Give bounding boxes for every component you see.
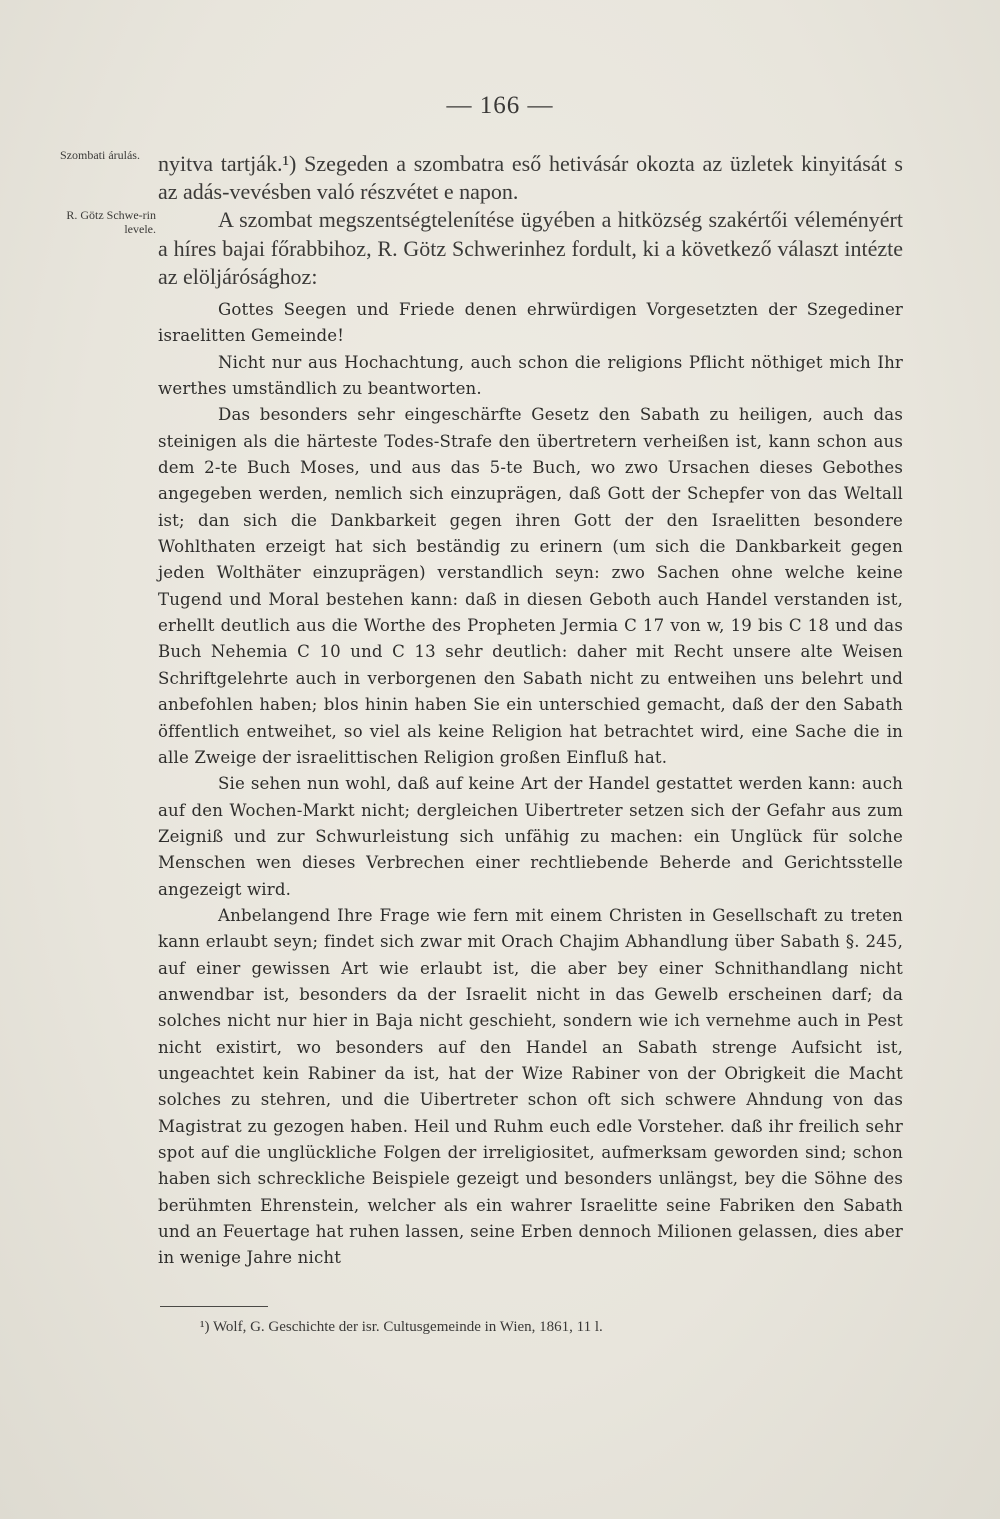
letter-salutation: Gottes Seegen und Friede denen ehrwürdigen Vorgesetzten der Szegediner israelitten Gemeinde! [158,300,903,346]
letter-paragraph-4: Anbelangend Ihre Frage wie fern mit einem Christen in Gesellschaft zu treten kann erlaubt seyn; findet sich zwar mit Orach Chajim Abhandlung über Sabath §. 245, auf einer gewissen Art wie erlaubt ist, die aber bey einer Schnithandlang nicht anwendbar ist, besonders da der Israelit nicht in das Gewelb erscheinen darf; da solches nicht nur hier in Baja nicht geschieht, sondern wie ich vernehme auch in Pest nicht existirt, wo besonders auf den Handel an Sabath strenge Aufsicht ist, ungeachtet kein Rabiner da ist, hat der Wize Rabiner von der Obrigkeit die Macht solches zu stehren, und die Uibertreter schon oft sich schwere Ahndung von das Magistrat zu gezogen haben. Heil und Ruhm euch edle Vorsteher. daß ihr freilich sehr spot auf die unglückliche Folgen der irreligiositet, aufmerksam geworden sind; schon haben sich schreckliche Beispiele gezeigt und besonders unlängst, bey die Söhne des berühmten Ehrenstein, welcher als ein wahrer Israelitte seine Fabriken den Sabath und an Feuertage hat ruhen lassen, seine Erben dennoch Milionen gelassen, dies aber in wenige Jahre nicht [158,905,903,1268]
main-text [158,150,903,1272]
hungarian-paragraph-2: A szombat megszentségtelenítése ügyében a hitközség szakértői véleményért a híres bajai főrabbihoz, R. Götz Schwerinhez fordult, ki a következő választ intézte az elöljárósághoz: [158,207,903,289]
footnote-divider [160,1306,268,1307]
hungarian-paragraph-1: nyitva tartják.¹) Szegeden a szombatra eső hetivásár okozta az üzletek kinyitását s az adás-vevésben való részvétet e napon. [158,151,903,205]
letter-paragraph-2: Das besonders sehr eingeschärfte Gesetz den Sabath zu heiligen, auch das steinigen als die härteste Todes-Strafe den übertretern verheißen ist, kann schon aus dem 2-te Buch Moses, und aus das 5-te Buch, wo zwo Ursachen dieses Gebothes angegeben werden, nemlich sich einzuprägen, daß Gott der Schepfer von das Weltall ist; dan sich die Dankbarkeit gegen ihren Gott der den Israelitten besondere Wohlthaten erzeigt hat sich beständig zu erinern (um sich die Dankbarkeit gegen jeden Wolthäter einzuprägen) verstandlich seyn: zwo Sachen ohne welche keine Tugend und Moral bestehen kann: daß in diesen Geboth auch Handel verstanden ist, erhellt deutlich aus die Worthe des Propheten Jermia C 17 von w, 19 bis C 18 und das Buch Nehemia C 10 und C 13 sehr deutlich: daher mit Recht unsere alte Weisen Schriftgelehrte auch in verborgenen den Sabath nicht zu entweihen uns belehrt und anbefohlen haben; blos hinin haben Sie ein unterschied gemacht, daß der den Sabath öffentlich entweihet, so viel als keine Religion hat betrachtet wird, eine Sache die in alle Zweige der israelittischen Religion großen Einfluß hat. [158,405,903,767]
letter-paragraph-3: Sie sehen nun wohl, daß auf keine Art der Handel gestattet werden kann: auch auf den Wochen-Markt nicht; dergleichen Uibertreter setzen sich der Gefahr aus zum Zeigniß und zur Schwurleistung sich unfähig zu machen: ein Unglück für solche Menschen wen dieses Verbrechen einer rechtliebende Beherde and Gerichtsstelle angezeigt wird. [158,774,903,899]
page-number: — 166 — [446,92,554,119]
letter-paragraph-1: Nicht nur aus Hochachtung, auch schon die religions Pflicht nöthiget mich Ihr werthes umständlich zu beantworten. [158,352,903,399]
margin-note-saturday-trade: Szombati árulás. [60,148,140,162]
footnote: ¹) Wolf, G. Geschichte der isr. Cultusgemeinde in Wien, 1861, 11 l. [200,1319,603,1335]
margin-note-schwerin-letter: R. Götz Schwe-rin levele. [66,208,156,236]
